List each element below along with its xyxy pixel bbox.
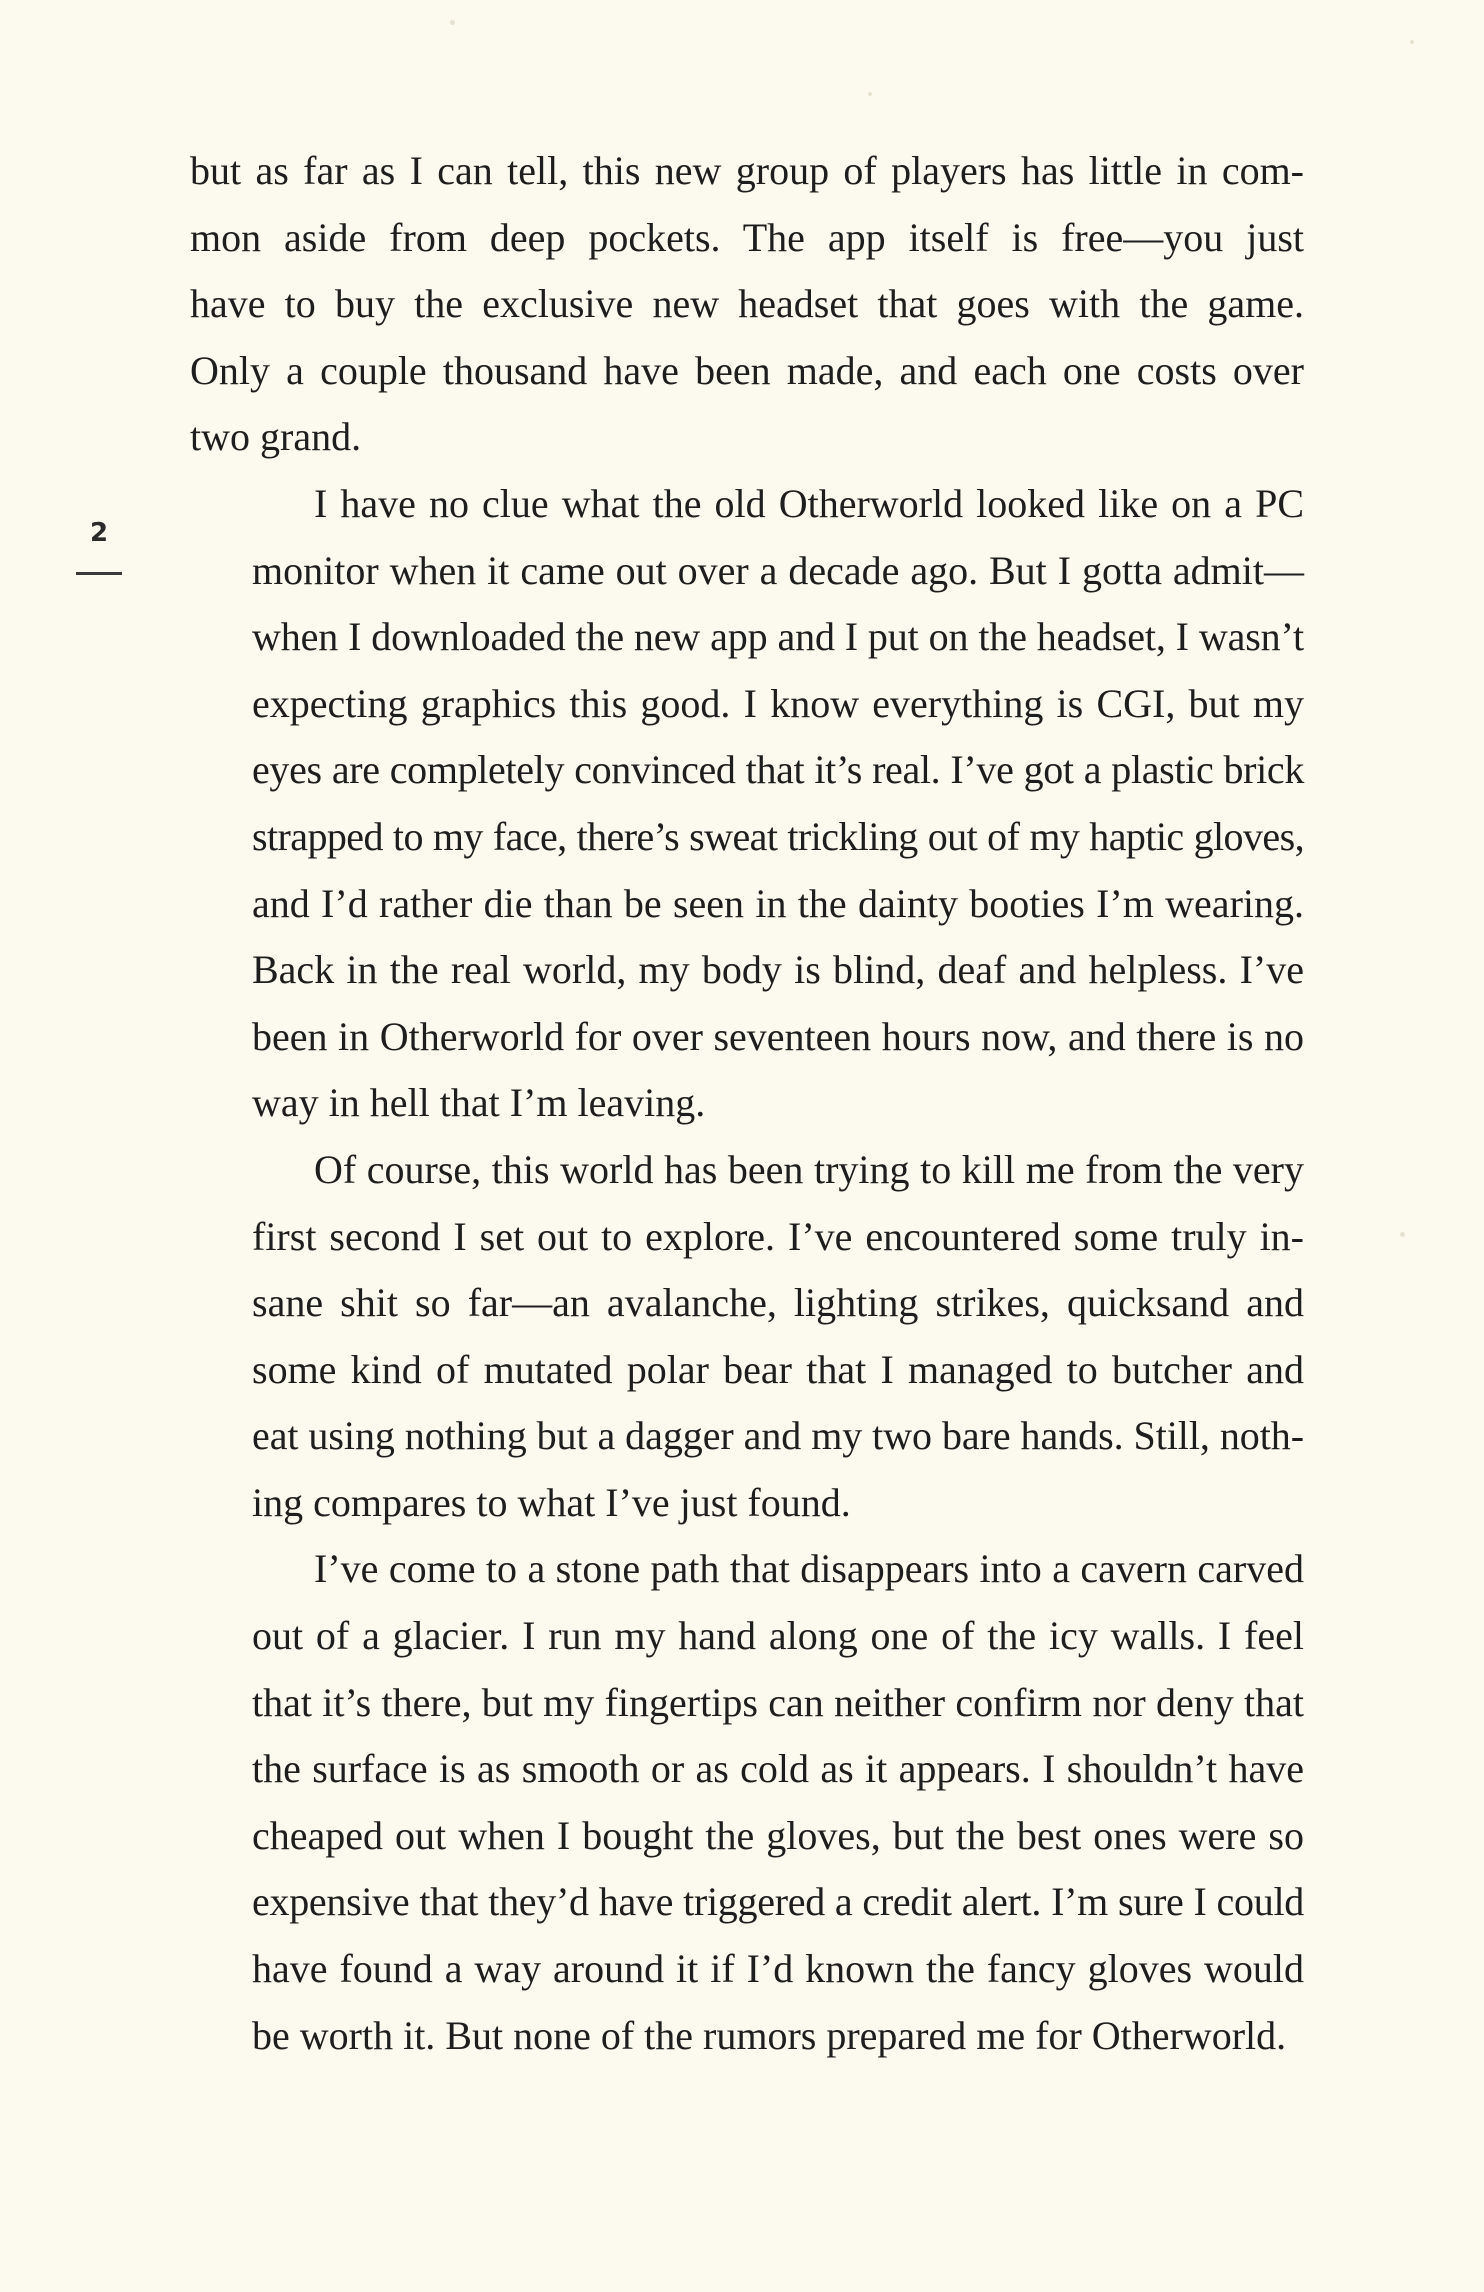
- text-line: expecting graphics this good. I know everything is CGI, but my: [252, 680, 1304, 726]
- paragraph: [190, 1137, 1304, 1537]
- text-line: way in hell that I’m leaving.: [252, 1080, 706, 1126]
- page-number-rule: [76, 572, 122, 575]
- text-line: mon aside from deep pockets. The app itself is free—you just: [190, 214, 1304, 260]
- text-line: expensive that they’d have triggered a credit alert. I’m sure I could: [252, 1879, 1304, 1925]
- text-line: have to buy the exclusive new headset that goes with the game.: [190, 281, 1304, 327]
- text-line: ing compares to what I’ve just found.: [252, 1479, 851, 1525]
- paper-speck: [868, 92, 872, 96]
- paragraph: [190, 138, 1304, 471]
- paper-speck: [1400, 1232, 1405, 1237]
- text-line: first second I set out to explore. I’ve encountered some truly in-: [252, 1213, 1304, 1259]
- text-line: have found a way around it if I’d known the fancy gloves would: [252, 1946, 1304, 1992]
- text-line: out of a glacier. I run my hand along one of the icy walls. I feel: [252, 1613, 1304, 1659]
- paragraph: [190, 471, 1304, 1137]
- body-text: [190, 138, 1304, 2069]
- text-line: that it’s there, but my fingertips can neither confirm nor deny that: [252, 1679, 1304, 1725]
- text-line: strapped to my face, there’s sweat trickling out of my haptic gloves,: [252, 813, 1304, 859]
- text-line: when I downloaded the new app and I put on the headset, I wasn’t: [252, 614, 1304, 660]
- paragraph: [190, 1536, 1304, 2069]
- text-line: but as far as I can tell, this new group of players has little in com-: [190, 148, 1304, 193]
- text-line: I’ve come to a stone path that disappears into a cavern carved: [314, 1546, 1304, 1592]
- text-line: I have no clue what the old Otherworld looked like on a PC: [314, 480, 1304, 526]
- text-line: the surface is as smooth or as cold as it appears. I shouldn’t have: [252, 1746, 1304, 1792]
- text-line: eat using nothing but a dagger and my two bare hands. Still, noth-: [252, 1413, 1304, 1459]
- text-line: two grand.: [190, 414, 362, 460]
- text-line: Back in the real world, my body is blind, deaf and helpless. I’ve: [252, 947, 1304, 993]
- text-line: be worth it. But none of the rumors prepared me for Otherworld.: [252, 2012, 1287, 2058]
- text-line: been in Otherworld for over seventeen hours now, and there is no: [252, 1013, 1304, 1059]
- text-line: monitor when it came out over a decade ago. But I gotta admit—: [252, 547, 1304, 593]
- text-line: some kind of mutated polar bear that I managed to butcher and: [252, 1346, 1304, 1392]
- paper-speck: [1410, 40, 1414, 44]
- paper-speck: [450, 20, 455, 25]
- text-line: and I’d rather die than be seen in the dainty booties I’m wearing.: [252, 880, 1304, 926]
- text-line: cheaped out when I bought the gloves, but the best ones were so: [252, 1812, 1304, 1858]
- text-line: Only a couple thousand have been made, and each one costs over: [190, 347, 1304, 393]
- text-line: Of course, this world has been trying to kill me from the very: [314, 1146, 1304, 1192]
- page-number: 2: [89, 518, 109, 548]
- text-line: eyes are completely convinced that it’s real. I’ve got a plastic brick: [252, 747, 1304, 793]
- text-line: sane shit so far—an avalanche, lighting strikes, quicksand and: [252, 1280, 1304, 1326]
